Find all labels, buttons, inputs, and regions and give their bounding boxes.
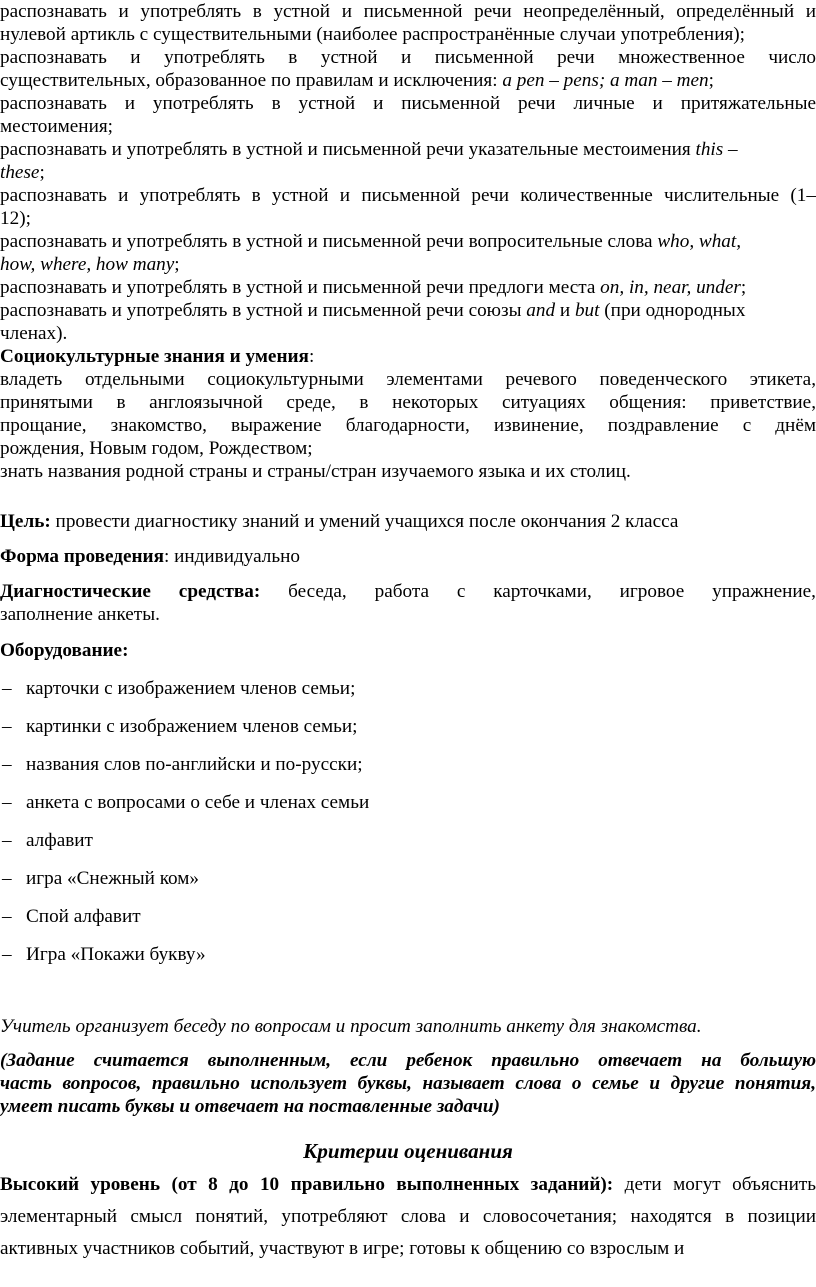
skill-2-text: существительных, образованное по правилам и исключения: (0, 70, 503, 91)
equipment-item-6 (0, 867, 816, 890)
skill-2-example: a pen – pens; a man – men (502, 70, 709, 91)
form-text: : индивидуально (163, 546, 300, 567)
skill-8-line-1 (0, 299, 816, 322)
skill-8-end: (при однородных (599, 300, 746, 321)
criteria-high-line-2: элементарный смысл понятий, употребляют слова и словосочетания; находятся в позиции (0, 1206, 816, 1227)
equipment-item-2 (0, 715, 816, 738)
equipment-item-3 (0, 753, 816, 776)
skill-5-line-2: 12); (0, 208, 31, 229)
dash-bullet: – (2, 868, 12, 889)
equipment-item-text: Спой алфавит (26, 906, 141, 927)
equipment-heading: Оборудование: (0, 640, 129, 661)
skill-7-text: распознавать и употреблять в устной и письменной речи предлоги места (0, 277, 601, 298)
dash-bullet: – (2, 830, 12, 851)
equipment-item-1 (0, 677, 816, 700)
sociocultural-line-2: принятыми в англоязычной среде, в некоторых ситуациях общения: приветствие, (0, 392, 816, 413)
tools-line-1 (0, 580, 816, 603)
equipment-item-text: анкета с вопросами о себе и членах семьи (26, 792, 370, 813)
equipment-item-text: алфавит (26, 830, 93, 851)
dash-bullet: – (2, 754, 12, 775)
sociocultural-heading (0, 345, 816, 368)
skill-4-text: распознавать и употреблять в устной и письменной речи указательные местоимения (0, 139, 696, 160)
criteria-title: Критерии оценивания (303, 1139, 513, 1163)
skill-7-line-1 (0, 276, 816, 299)
equipment-item-8 (0, 943, 816, 966)
dash-bullet: – (2, 944, 12, 965)
dash-bullet: – (2, 716, 12, 737)
skill-6-text: распознавать и употреблять в устной и письменной речи вопросительные слова (0, 231, 658, 252)
skill-2-line-2 (0, 69, 816, 92)
tools-line-2: заполнение анкеты. (0, 604, 160, 625)
skill-4-end: ; (39, 162, 45, 183)
skill-5-line-1: распознавать и употреблять в устной и письменной речи количественные числительные (1– (0, 185, 816, 206)
skill-4-line-2 (0, 161, 816, 184)
form-line (0, 545, 816, 568)
dash-bullet: – (2, 792, 12, 813)
equipment-item-5 (0, 829, 816, 852)
skill-3-line-2: местоимения; (0, 116, 113, 137)
sociocultural-line-4: рождения, Новым годом, Рождеством; (0, 438, 313, 459)
equipment-item-7 (0, 905, 816, 928)
skill-8-mid: и (555, 300, 575, 321)
dash-bullet: – (2, 906, 12, 927)
skill-4-line-1 (0, 138, 816, 161)
tools-text: беседа, работа с карточками, игровое упражнение, (260, 581, 816, 602)
skill-7-end: ; (740, 277, 747, 298)
skill-3-line-1: распознавать и употреблять в устной и письменной речи личные и притяжательные (0, 93, 816, 114)
criteria-high-line-1 (0, 1173, 816, 1196)
skill-7-example: on, in, near, under (600, 277, 741, 298)
goal-text: провести диагностику знаний и умений учащихся после окончания 2 класса (50, 511, 679, 532)
skill-4-example-2: these (0, 162, 40, 183)
skill-2-end: ; (708, 70, 714, 91)
equipment-item-4 (0, 791, 816, 814)
criteria-high-line-3: активных участников событий, участвуют в игре; готовы к общению со взрослым и (0, 1238, 685, 1259)
skill-6-line-1 (0, 230, 816, 253)
skill-1-line-1: распознавать и употреблять в устной и письменной речи неопределённый, определённый и (0, 1, 816, 22)
sociocultural-line-1: владеть отдельными социокультурными элементами речевого поведенческого этикета, (0, 369, 816, 390)
skill-6-example-2: how, where, how many (0, 254, 175, 275)
skill-6-example: who, what, (657, 231, 742, 252)
criteria-high-label: Высокий уровень (от 8 до 10 правильно выполненных заданий): (0, 1174, 614, 1195)
task-note-line-3: умеет писать буквы и отвечает на поставленные задачи) (0, 1096, 500, 1117)
tools-label: Диагностические средства: (0, 581, 261, 602)
skill-2-line-1: распознавать и употреблять в устной и письменной речи множественное число (0, 47, 816, 68)
task-note-line-2: часть вопросов, правильно использует буквы, называет слова о семье и другие понятия, (0, 1073, 816, 1094)
sociocultural-heading-text: Социокультурные знания и умения (0, 346, 309, 367)
goal-line (0, 510, 816, 533)
skill-1-line-2: нулевой артикль с существительными (наиболее распространённые случаи употребления); (0, 24, 746, 45)
skill-8-example-and: and (526, 300, 556, 321)
goal-label: Цель: (0, 511, 51, 532)
skill-4-example: this – (695, 139, 738, 160)
criteria-high-text: дети могут объяснить (613, 1174, 816, 1195)
sociocultural-line-3: прощание, знакомство, выражение благодарности, извинение, поздравление с днём (0, 415, 816, 436)
task-note-line-1: (Задание считается выполненным, если ребенок правильно отвечает на большую (0, 1050, 816, 1071)
equipment-item-text: игра «Снежный ком» (26, 868, 200, 889)
dash-bullet: – (2, 678, 12, 699)
skill-6-line-2 (0, 253, 816, 276)
equipment-item-text: названия слов по-английски и по-русски; (26, 754, 363, 775)
sociocultural-heading-colon: : (308, 346, 315, 367)
teacher-note: Учитель организует беседу по вопросам и просит заполнить анкету для знакомства. (0, 1016, 702, 1037)
skill-8-line-2: членах). (0, 323, 68, 344)
form-label: Форма проведения (0, 546, 164, 567)
sociocultural-line-5: знать названия родной страны и страны/стран изучаемого языка и их столиц. (0, 461, 631, 482)
equipment-item-text: Игра «Покажи букву» (26, 944, 206, 965)
skill-8-example-but: but (574, 300, 600, 321)
skill-6-end: ; (174, 254, 180, 275)
equipment-item-text: картинки с изображением членов семьи; (26, 716, 358, 737)
skill-8-text: распознавать и употреблять в устной и письменной речи союзы (0, 300, 527, 321)
equipment-item-text: карточки с изображением членов семьи; (26, 678, 356, 699)
